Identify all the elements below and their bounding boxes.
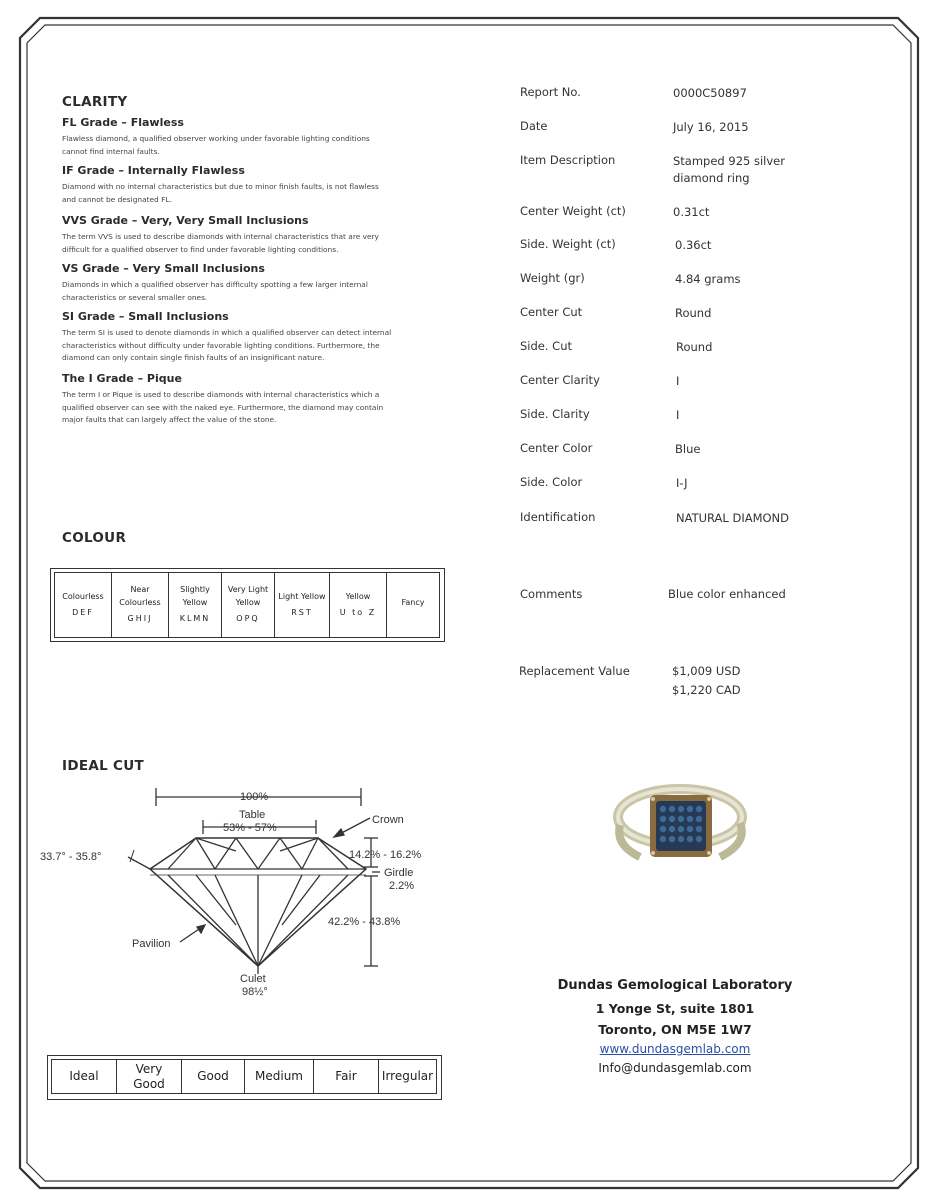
diagram-crown-height: 14.2% - 16.2%: [349, 849, 422, 861]
grade-i-desc: The term I or Pique is used to describe diamonds with internal characteristics which a qualified observer can see with the naked eye. Furthermore, the diamond may contain major faults that can largely affect the value of the stone.: [62, 390, 384, 424]
replacement-value-label: Replacement Value: [519, 664, 630, 678]
colour-cell: Yellow U to Z: [330, 573, 387, 638]
colour-cell: Near Colourless GHIJ: [112, 573, 169, 638]
grade-si-title: SI Grade – Small Inclusions: [62, 310, 229, 323]
diagram-culet-value: 98½°: [242, 986, 268, 998]
diagram-crown-angle: 33.7° - 35.8°: [40, 851, 102, 863]
report-no-value: 0000C50897: [673, 86, 747, 100]
colour-cell: Very Light Yellow OPQ: [222, 573, 275, 638]
cut-grade-cell: Medium: [245, 1060, 314, 1094]
lab-email[interactable]: Info@dundasgemlab.com: [598, 1061, 752, 1075]
cut-grade-cell: Irregular: [379, 1060, 437, 1094]
diagram-pavilion-depth: 42.2% - 43.8%: [328, 916, 401, 928]
date-label: Date: [520, 119, 548, 133]
diagram-girdle-value: 2.2%: [389, 880, 415, 892]
grade-fl-title: FL Grade – Flawless: [62, 116, 184, 129]
center-cut-label: Center Cut: [520, 305, 583, 319]
cut-grade-table: [51, 1059, 437, 1094]
item-description-label: Item Description: [520, 153, 616, 167]
colour-cell: Colourless DEF: [55, 573, 112, 638]
lab-address-line1: 1 Yonge St, suite 1801: [595, 1001, 755, 1016]
center-weight-value: 0.31ct: [673, 205, 710, 219]
diagram-table-label: Table: [239, 809, 266, 821]
lab-website-link[interactable]: www.dundasgemlab.com: [599, 1042, 751, 1056]
grade-if-title: IF Grade – Internally Flawless: [62, 164, 245, 177]
weight-gr-label: Weight (gr): [520, 271, 585, 285]
comments-value: Blue color enhanced: [668, 587, 786, 601]
cut-grade-cell: Ideal: [52, 1060, 117, 1094]
ideal-cut-heading: IDEAL CUT: [62, 758, 144, 774]
item-description-value: Stamped 925 silver diamond ring: [673, 154, 785, 185]
colour-cell: Fancy: [387, 573, 440, 638]
side-weight-value: 0.36ct: [675, 238, 712, 252]
side-color-label: Side. Color: [520, 475, 583, 489]
identification-label: Identification: [520, 510, 596, 524]
colour-cell: Light Yellow RST: [275, 573, 330, 638]
center-weight-label: Center Weight (ct): [520, 204, 626, 218]
diagram-total-label: 100%: [240, 791, 269, 803]
weight-gr-value: 4.84 grams: [675, 272, 741, 286]
grade-vs-title: VS Grade – Very Small Inclusions: [62, 262, 265, 275]
grade-vvs-desc: The term VVS is used to describe diamonds with internal characteristics that are very difficult for a qualified observer to find under favorable lighting conditions.: [62, 232, 379, 254]
colour-heading: COLOUR: [62, 530, 127, 546]
report-no-label: Report No.: [520, 85, 581, 99]
comments-label: Comments: [520, 587, 583, 601]
cut-grade-cell: Very Good: [117, 1060, 182, 1094]
side-cut-value: Round: [676, 340, 713, 354]
diagram-culet-label: Culet: [240, 973, 266, 985]
ring-photo: [600, 765, 765, 880]
replacement-usd: $1,009 USD: [672, 664, 741, 678]
side-weight-label: Side. Weight (ct): [520, 237, 616, 251]
grade-i-title: The I Grade – Pique: [62, 372, 182, 385]
center-color-label: Center Color: [520, 441, 593, 455]
diagram-pavilion-label: Pavilion: [132, 938, 171, 950]
diagram-crown-label: Crown: [372, 814, 404, 826]
cut-grade-cell: Fair: [314, 1060, 379, 1094]
grade-vvs-title: VVS Grade – Very, Very Small Inclusions: [62, 214, 309, 227]
diagram-table-range: 53% - 57%: [223, 822, 277, 834]
cut-grade-cell: Good: [182, 1060, 245, 1094]
center-clarity-value: I: [676, 374, 680, 388]
side-clarity-label: Side. Clarity: [520, 407, 590, 421]
grade-fl-desc: Flawless diamond, a qualified observer working under favorable lighting conditions cannot find internal faults.: [62, 134, 370, 156]
grade-si-desc: The term SI is used to denote diamonds in which a qualified observer can detect internal characteristics without difficulty under favorable lighting conditions. Furthermore, the diamond can only contain single finish faults of an insignificant nature.: [62, 328, 392, 362]
grade-if-desc: Diamond with no internal characteristics but due to minor finish faults, is not flawless and cannot be designated FL.: [62, 182, 379, 204]
date-value: July 16, 2015: [673, 120, 749, 134]
replacement-cad: $1,220 CAD: [672, 683, 741, 697]
center-color-value: Blue: [675, 442, 701, 456]
side-cut-label: Side. Cut: [520, 339, 573, 353]
side-clarity-value: I: [676, 408, 680, 422]
grade-vs-desc: Diamonds in which a qualified observer has difficulty spotting a few larger internal characteristics or several smaller ones.: [62, 280, 368, 302]
side-color-value: I-J: [676, 476, 688, 490]
colour-cell: Slightly Yellow KLMN: [169, 573, 222, 638]
center-clarity-label: Center Clarity: [520, 373, 600, 387]
lab-address-line2: Toronto, ON M5E 1W7: [598, 1022, 752, 1037]
center-cut-value: Round: [675, 306, 712, 320]
diagram-girdle-label: Girdle: [384, 867, 414, 879]
identification-value: NATURAL DIAMOND: [676, 511, 790, 525]
lab-name: Dundas Gemological Laboratory: [557, 978, 793, 993]
clarity-heading: CLARITY: [62, 94, 128, 110]
